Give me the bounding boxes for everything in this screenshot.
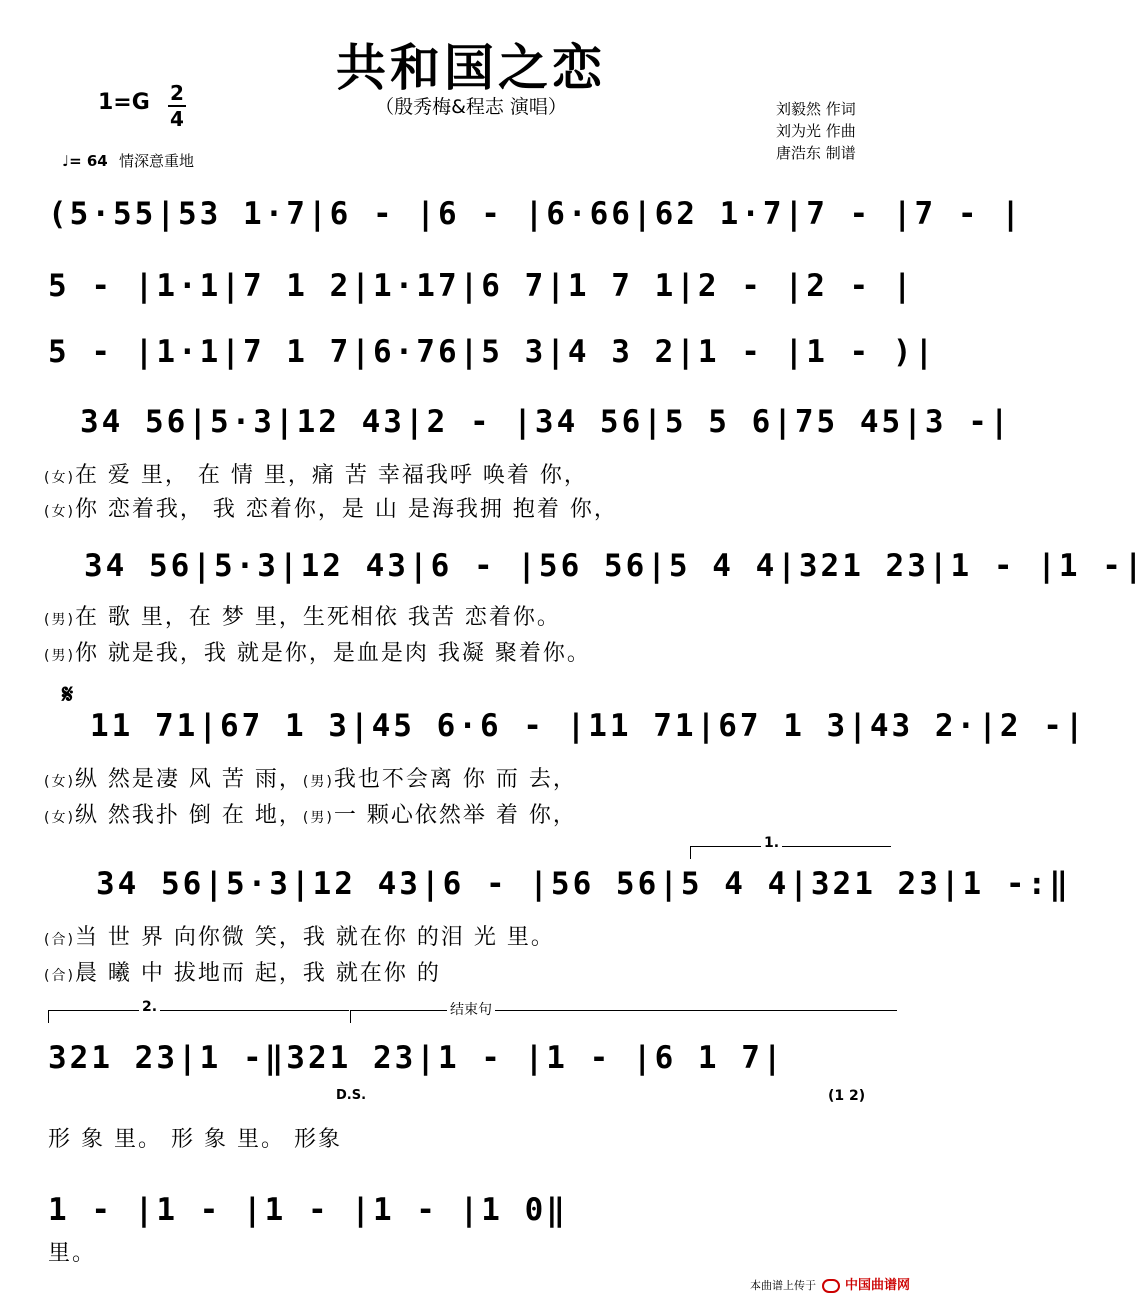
time-signature [168,82,186,130]
singer-chorus-label: (合) [44,968,75,984]
song-title: 共和国之恋 [336,38,606,97]
lyric-text: 一 颗心依然举 着 你， [333,803,577,828]
singer-female-label: (女) [44,774,75,790]
lyric-line-7a [44,920,555,951]
lyric-text: 在 爱 里， 在 情 里，痛 苦 幸福我呼 唤着 你， [74,463,588,488]
coda-label: 结束句 [447,999,495,1019]
lyric-text: 在 歌 里，在 梦 里，生死相依 我苦 恋着你。 [74,605,561,630]
score-line-7: 34 56|5·3|12 43|6 - |56 56|5 4 4|321 23|1 -:‖ [96,866,1071,902]
first-ending-bracket [690,835,891,859]
lyric-text: 你 就是我，我 就是你，是血是肉 我凝 聚着你。 [74,641,591,666]
lyric-text: 你 恋着我， 我 恋着你，是 山 是海我拥 抱着 你， [74,497,618,522]
lyric-text: 晨 曦 中 拔地而 起，我 就在你 的 [74,961,441,986]
singer-male-label: (男) [44,648,75,664]
singer-female-label: (女) [44,810,75,826]
credits-block [776,98,856,164]
segno-sign: 𝄋 [62,680,74,710]
lyric-line-6a [44,762,577,793]
singer-male-label: (男) [302,810,334,826]
singer-chorus-label: (合) [44,932,75,948]
singers-credit: （殷秀梅&程志 演唱） [375,96,567,118]
tempo-value: ♩= 64 [62,152,108,170]
score-line-6: 11 71|67 1 3|45 6·6 - |11 71|67 1 3|43 2·|2 -| [90,708,1087,744]
site-logo-icon [822,1279,840,1293]
lyric-line-7b [44,956,441,987]
singer-female-label: (女) [44,470,75,486]
lyric-line-9: 里。 [48,1241,97,1266]
lyric-text: 我也不会离 你 而 去， [333,767,577,792]
lyric-line-4a [44,458,588,489]
score-line-3: 5 - |1·1|7 1 7|6·76|5 3|4 3 2|1 - |1 - )| [48,334,937,370]
lyric-text: 纵 然我扑 倒 在 地， [74,803,303,828]
singer-female-label: (女) [44,504,75,520]
lyricist-credit: 刘毅然 作词 [776,100,856,118]
tempo-marking [62,150,194,171]
key-signature: 1=G [98,90,150,115]
score-line-4: 34 56|5·3|12 43|2 - |34 56|5 5 6|75 45|3 -| [80,404,1012,440]
time-signature-bottom: 4 [170,107,184,131]
score-line-9: 1 - |1 - |1 - |1 - |1 0‖ [48,1192,568,1228]
time-signature-top: 2 [170,81,184,105]
lyric-text: 当 世 界 向你微 笑，我 就在你 的泪 光 里。 [74,925,555,950]
first-ending-label: 1. [761,835,782,851]
second-ending-label: 2. [139,999,160,1015]
lyric-line-4b [44,492,618,523]
lyric-text: 纵 然是凄 风 苦 雨， [74,767,303,792]
alternate-notes: (1 2) [828,1088,866,1104]
footer-credit [750,1274,910,1293]
score-line-5: 34 56|5·3|12 43|6 - |56 56|5 4 4|321 23|1 - |1 -| [84,548,1146,584]
expression-marking: 情深意重地 [118,152,194,170]
lyric-line-5b [44,636,591,667]
score-line-1: (5·55|53 1·7|6 - |6 - |6·66|62 1·7|7 - |7 - | [48,196,1023,232]
site-name-link[interactable]: 中国曲谱网 [845,1278,911,1293]
arranger-credit: 唐浩东 制谱 [776,144,856,162]
score-line-8: 321 23|1 -‖321 23|1 - |1 - |6 1 7| [48,1040,785,1076]
score-line-2: 5 - |1·1|7 1 2|1·17|6 7|1 7 1|2 - |2 - | [48,268,915,304]
singer-male-label: (男) [44,612,75,628]
lyric-line-5a [44,600,561,631]
second-ending-bracket [48,999,349,1023]
composer-credit: 刘为光 作曲 [776,122,856,140]
singer-male-label: (男) [302,774,334,790]
upload-text: 本曲谱上传于 [750,1279,816,1292]
lyric-line-6b [44,798,577,829]
lyric-line-8: 形 象 里。 形 象 里。 形象 [48,1127,342,1152]
coda-bracket [350,1002,897,1023]
dal-segno-marking: D.S. [336,1088,367,1103]
